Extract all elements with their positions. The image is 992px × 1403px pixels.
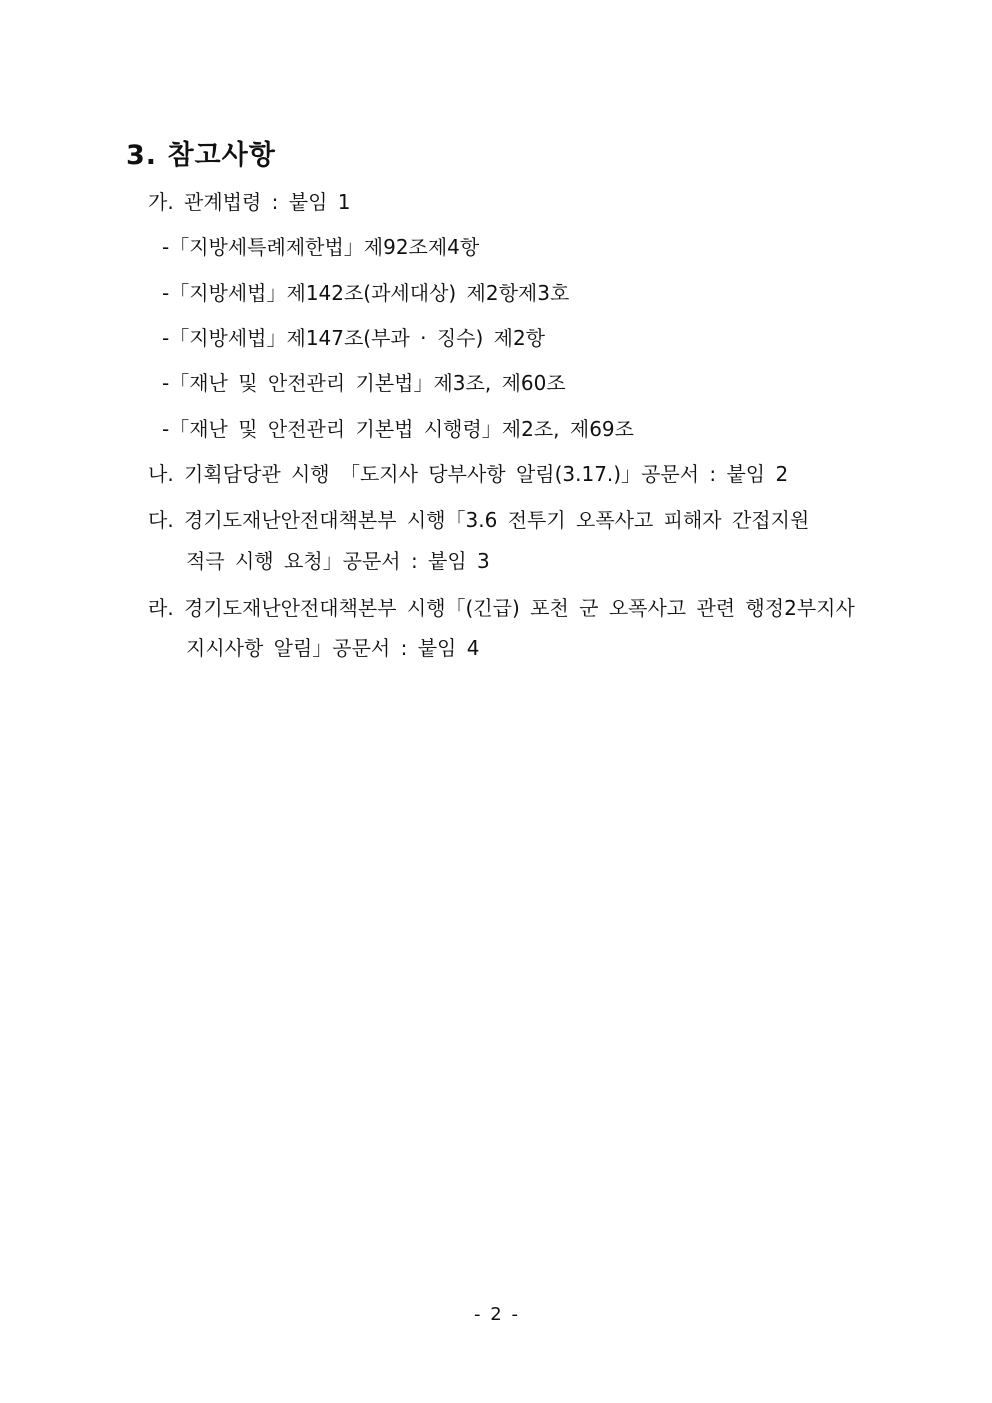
- sub-item-law-2: -「지방세법」제142조(과세대상) 제2항제3호: [162, 281, 570, 305]
- sub-item-law-1: -「지방세특례제한법」제92조제4항: [162, 235, 480, 259]
- list-item-da-continuation: 적극 시행 요청」공문서 : 붙임 3: [186, 549, 490, 573]
- list-item-ra: 라. 경기도재난안전대책본부 시행「(긴급) 포천 군 오폭사고 관련 행정2부지사: [148, 596, 855, 620]
- sub-item-law-4: -「재난 및 안전관리 기본법」제3조, 제60조: [162, 371, 566, 395]
- list-item-da: 다. 경기도재난안전대책본부 시행「3.6 전투기 오폭사고 피해자 간접지원: [148, 508, 810, 532]
- sub-item-law-3: -「지방세법」제147조(부과 · 징수) 제2항: [162, 326, 545, 350]
- page-number: - 2 -: [474, 1304, 518, 1325]
- section-title: 3. 참고사항: [126, 140, 276, 171]
- list-item-ga: 가. 관계법령 : 붙임 1: [148, 190, 351, 214]
- sub-item-law-5: -「재난 및 안전관리 기본법 시행령」제2조, 제69조: [162, 417, 634, 441]
- list-item-na: 나. 기획담당관 시행 「도지사 당부사항 알림(3.17.)」공문서 : 붙임 2: [148, 462, 789, 486]
- list-item-ra-continuation: 지시사항 알림」공문서 : 붙임 4: [186, 636, 480, 660]
